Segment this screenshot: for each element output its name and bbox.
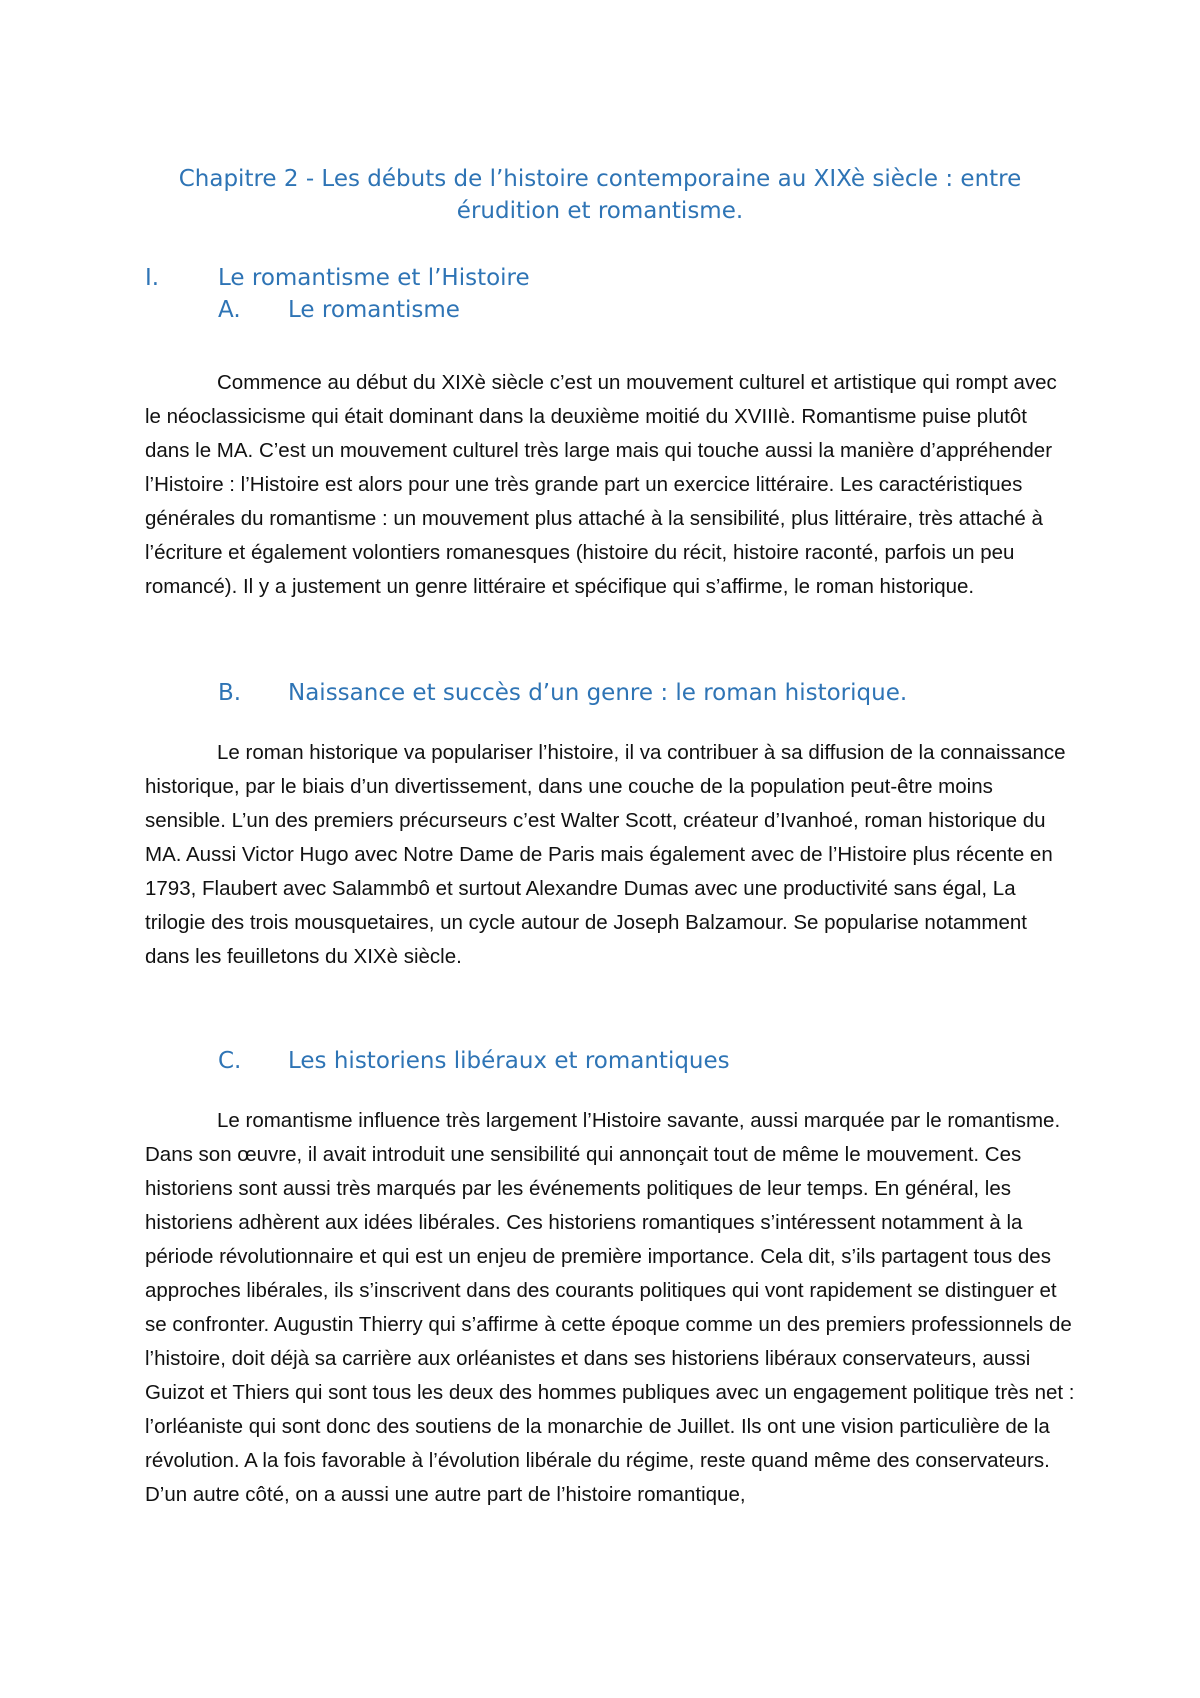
page-title: Chapitre 2 - Les débuts de l’histoire contemporaine au XIXè siècle : entre érudition et romantisme. [178,166,1022,224]
subsection-number: C. [218,1048,242,1074]
section-number: I. [145,265,160,291]
subsection-number: B. [218,680,242,706]
paragraph-historiens: Le romantisme influence très largement l’Histoire savante, aussi marquée par le romantisme. Dans son œuvre, il avait introduit une sensibilité qui annonçait tout de même le mouvement. Ces historiens sont aussi très marqués par les événements politiques de leur temps. En général, les historiens adhèrent aux idées libérales. Ces historiens romantiques s’intéressent notamment à la période révolutionnaire et qui est un enjeu de première importance. Cela dit, s’ils partagent tous des approches libérales, ils s’inscrivent dans des courants politiques qui vont rapidement se distinguer et se confronter. Augustin Thierry qui s’affirme à cette époque comme un des premiers professionnels de l’histoire, doit déjà sa carrière aux orléanistes et dans ses historiens libéraux conservateurs, aussi Guizot et Thiers qui sont tous les deux des hommes publiques avec un engagement politique très net : l’orléaniste qui sont donc des soutiens de la monarchie de Juillet. Ils ont une vision particulière de la révolution. A la fois favorable à l’évolution libérale du régime, reste quand même des conservateurs. D’un autre côté, on a aussi une autre part de l’histoire romantique, [145,1109,1075,1506]
paragraph-roman-historique: Le roman historique va populariser l’histoire, il va contribuer à sa diffusion de la connaissance historique, par le biais d’un divertissement, dans une couche de la population peut-être moins sensible. L’un des premiers précurseurs c’est Walter Scott, créateur d’Ivanhoé, roman historique du MA. Aussi Victor Hugo avec Notre Dame de Paris mais également avec de l’Histoire plus récente en 1793, Flaubert avec Salammbô et surtout Alexandre Dumas avec une productivité sans égal, La trilogie des trois mousquetaires, un cycle autour de Joseph Balzamour. Se popularise notamment dans les feuilletons du XIXè siècle. [145,741,1066,968]
section-label: Le romantisme et l’Histoire [218,265,530,291]
subsection-label: Naissance et succès d’un genre : le roman historique. [288,680,908,706]
paragraph-romantisme: Commence au début du XIXè siècle c’est un mouvement culturel et artistique qui rompt avec le néoclassicisme qui était dominant dans la deuxième moitié du XVIIIè. Romantisme puise plutôt dans le MA. C’est un mouvement culturel très large mais qui touche aussi la manière d’appréhender l’Histoire : l’Histoire est alors pour une très grande part un exercice littéraire. Les caractéristiques générales du romantisme : un mouvement plus attaché à la sensibilité, plus littéraire, très attaché à l’écriture et également volontiers romanesques (histoire du récit, histoire raconté, parfois un peu romancé). Il y a justement un genre littéraire et spécifique qui s’affirme, le roman historique. [145,371,1057,598]
subsection-number: A. [218,297,241,323]
subsection-label: Les historiens libéraux et romantiques [288,1048,730,1074]
subsection-label: Le romantisme [288,297,460,323]
